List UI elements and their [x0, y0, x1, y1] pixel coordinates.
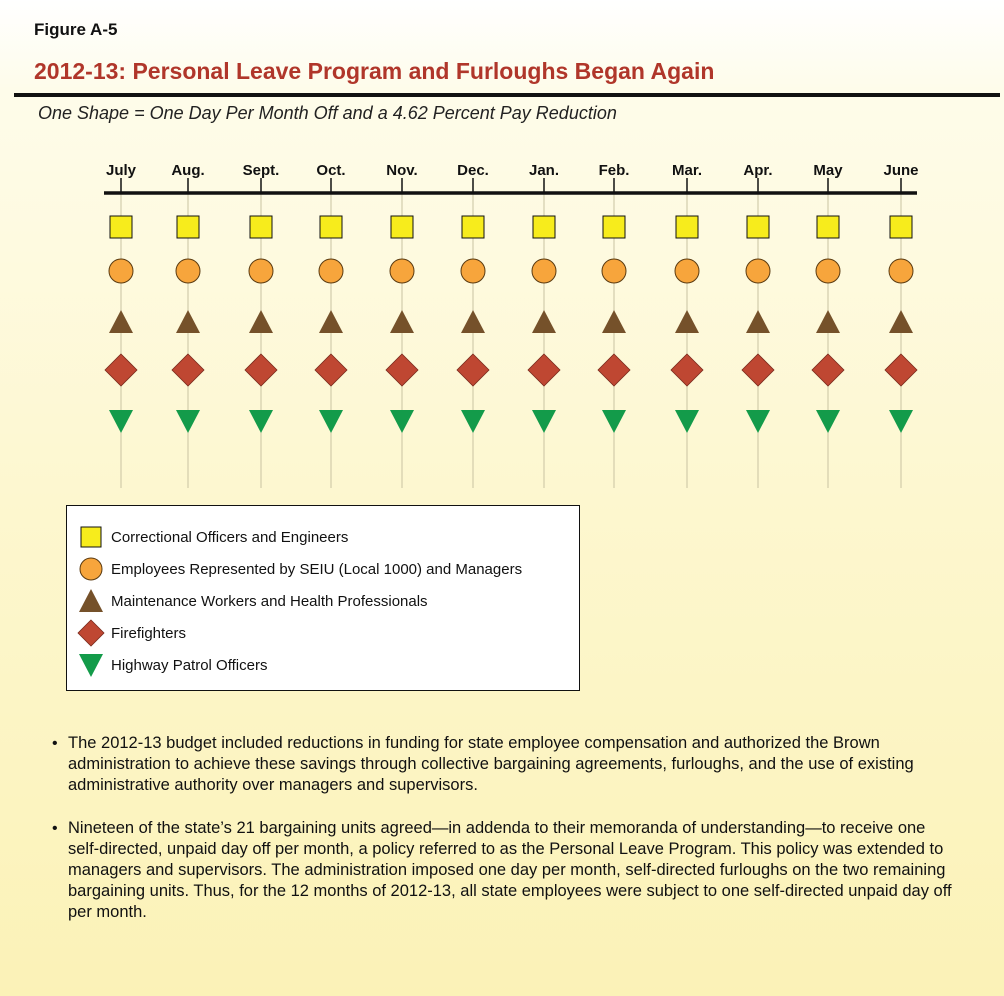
month-label: Dec.: [457, 162, 489, 179]
triangle-up-marker: [532, 310, 556, 333]
bullet-item: [52, 818, 957, 923]
diamond-marker: [742, 354, 774, 386]
title-rule: [14, 93, 1000, 97]
figure-title: 2012-13: Personal Leave Program and Furloughs Began Again: [34, 58, 715, 84]
legend-item-correctional: [77, 523, 348, 551]
triangle-down-marker: [461, 410, 485, 433]
month-label: Aug.: [171, 162, 205, 179]
circle-marker: [889, 259, 913, 283]
brown-triangle-icon: [77, 587, 105, 615]
bullet-dot-icon: •: [52, 735, 58, 752]
triangle-down-marker: [889, 410, 913, 433]
triangle-down-marker: [176, 410, 200, 433]
month-label: Apr.: [743, 162, 773, 179]
circle-marker: [390, 259, 414, 283]
figure-subtitle: One Shape = One Day Per Month Off and a 4.62 Percent Pay Reduction: [38, 103, 617, 123]
month-label: Mar.: [671, 162, 703, 179]
month-label: Oct.: [316, 162, 346, 179]
triangle-up-marker: [109, 310, 133, 333]
diamond-marker: [598, 354, 630, 386]
diamond-marker: [172, 354, 204, 386]
triangle-up-marker: [602, 310, 626, 333]
green-triangle-down-icon: [77, 651, 105, 679]
legend-item-seiu: [77, 555, 522, 583]
month-label: June: [883, 162, 919, 179]
triangle-up-marker: [461, 310, 485, 333]
month-label: Jan.: [528, 162, 560, 179]
legend-item-firefighters: [77, 619, 186, 647]
bullet-item: [52, 733, 957, 796]
bullet-dot-icon: •: [52, 820, 58, 837]
diamond-marker: [528, 354, 560, 386]
triangle-down-marker: [249, 410, 273, 433]
triangle-up-marker: [249, 310, 273, 333]
circle-marker: [461, 259, 485, 283]
square-marker: [250, 216, 272, 238]
diamond-marker: [105, 354, 137, 386]
triangle-up-marker: [390, 310, 414, 333]
square-marker: [320, 216, 342, 238]
legend: [66, 505, 580, 691]
legend-item-maintenance: [77, 587, 428, 615]
triangle-up-marker: [675, 310, 699, 333]
circle-marker: [602, 259, 626, 283]
monthly-shapes-chart: [0, 150, 1004, 495]
square-marker: [177, 216, 199, 238]
diamond-marker: [386, 354, 418, 386]
bullet-list: [52, 733, 957, 923]
legend-label: Maintenance Workers and Health Professionals: [111, 592, 428, 610]
legend-label: Firefighters: [111, 624, 187, 642]
diamond-marker: [671, 354, 703, 386]
triangle-down-marker: [746, 410, 770, 433]
diamond-marker: [812, 354, 844, 386]
month-label: Nov.: [386, 162, 418, 179]
red-diamond-icon: [77, 619, 105, 647]
yellow-square-icon: [77, 523, 105, 551]
circle-marker: [532, 259, 556, 283]
circle-marker: [746, 259, 770, 283]
orange-circle-icon: [77, 555, 105, 583]
square-marker: [533, 216, 555, 238]
month-label: July: [105, 162, 137, 179]
triangle-down-marker: [816, 410, 840, 433]
legend-label: Highway Patrol Officers: [111, 656, 268, 674]
square-marker: [110, 216, 132, 238]
month-label: May: [813, 162, 843, 179]
diamond-marker: [315, 354, 347, 386]
legend-label: Employees Represented by SEIU (Local 1000) and Managers: [111, 560, 523, 578]
bullet-text: Nineteen of the state’s 21 bargaining units agreed—in addenda to their memoranda of understanding—to receive one self-directed, unpaid day off per month, a policy referred to as the Personal Leave Program. This policy was extended to managers and supervisors. The administration imposed one day per month, self-directed furloughs on the two remaining bargaining units. Thus, for the 12 months of 2012-13, all state employees were subject to one self-directed unpaid day off per month.: [68, 819, 952, 921]
legend-item-highway-patrol: [77, 651, 267, 679]
diamond-marker: [245, 354, 277, 386]
circle-marker: [319, 259, 343, 283]
triangle-down-marker: [390, 410, 414, 433]
triangle-down-marker: [319, 410, 343, 433]
diamond-marker: [885, 354, 917, 386]
circle-marker: [176, 259, 200, 283]
square-marker: [676, 216, 698, 238]
triangle-up-marker: [746, 310, 770, 333]
circle-marker: [109, 259, 133, 283]
circle-marker: [249, 259, 273, 283]
figure-label: Figure A-5: [34, 20, 118, 39]
triangle-up-marker: [319, 310, 343, 333]
square-marker: [462, 216, 484, 238]
square-marker: [747, 216, 769, 238]
square-marker: [890, 216, 912, 238]
triangle-down-marker: [109, 410, 133, 433]
triangle-down-marker: [602, 410, 626, 433]
triangle-up-marker: [889, 310, 913, 333]
square-marker: [603, 216, 625, 238]
bullet-text: The 2012-13 budget included reductions in funding for state employee compensation and authorized the Brown administration to achieve these savings through collective bargaining agreements, furloughs, and the use of existing administrative authority over managers and supervisors.: [68, 734, 914, 794]
square-marker: [391, 216, 413, 238]
legend-label: Correctional Officers and Engineers: [111, 528, 349, 546]
circle-marker: [816, 259, 840, 283]
month-label: Feb.: [598, 162, 630, 179]
triangle-down-marker: [675, 410, 699, 433]
triangle-up-marker: [816, 310, 840, 333]
square-marker: [817, 216, 839, 238]
triangle-up-marker: [176, 310, 200, 333]
diamond-marker: [457, 354, 489, 386]
month-label: Sept.: [242, 162, 280, 179]
circle-marker: [675, 259, 699, 283]
triangle-down-marker: [532, 410, 556, 433]
